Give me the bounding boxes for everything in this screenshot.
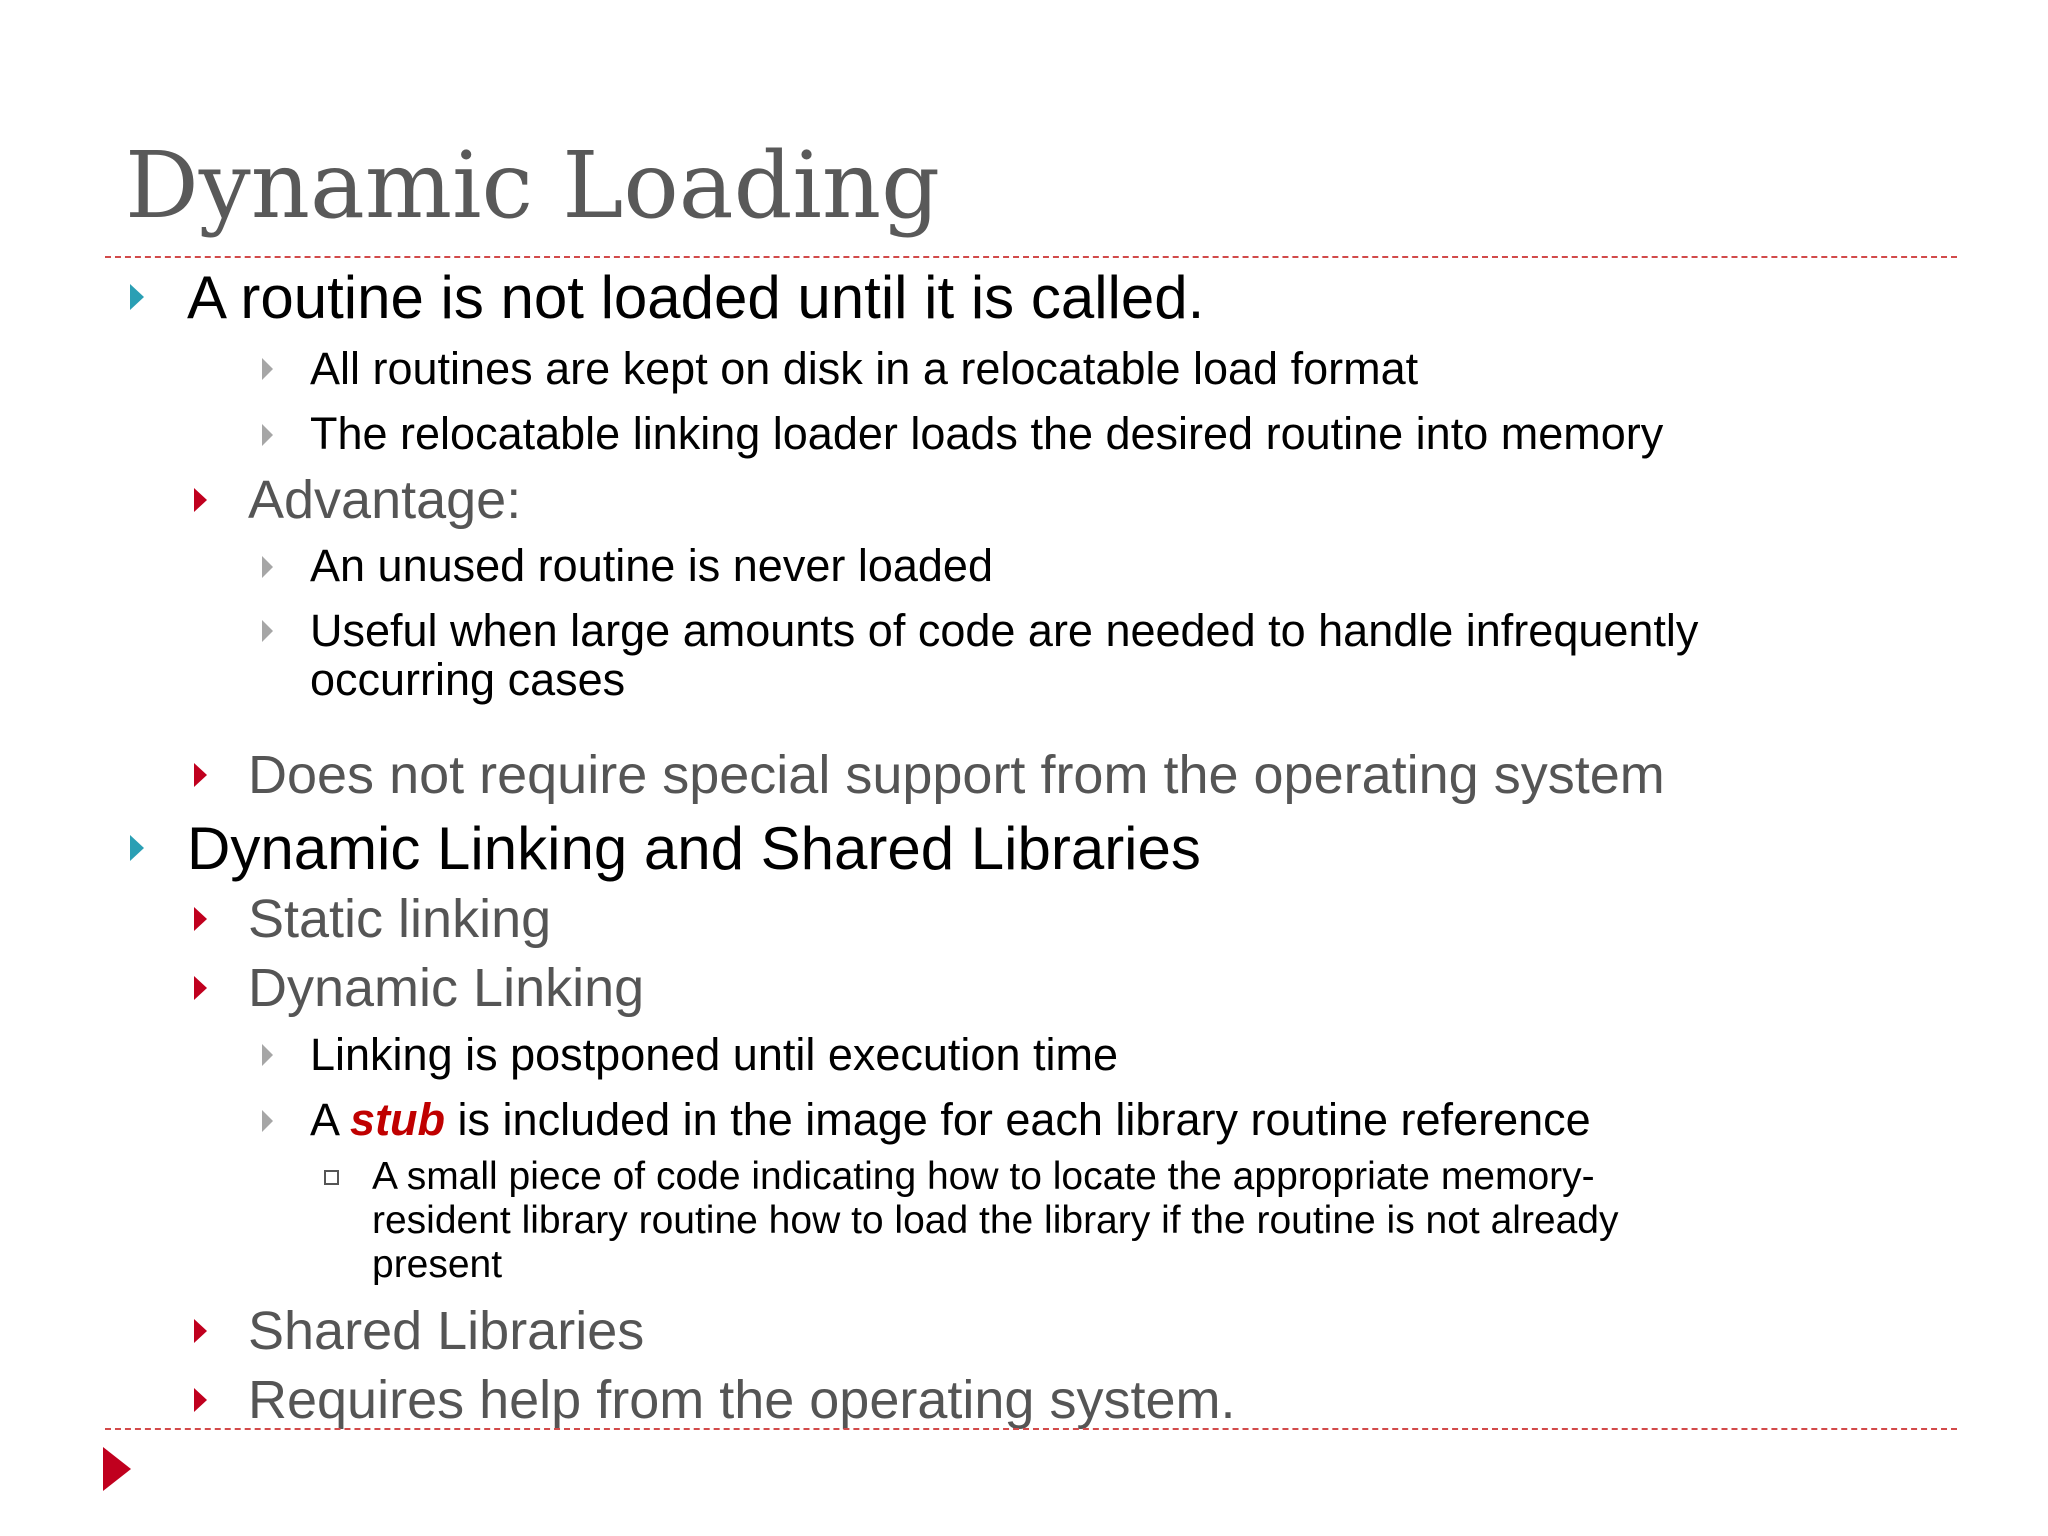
gray-arrow-bullet-icon [262, 424, 273, 446]
bullet-text-prefix: A [310, 1094, 351, 1145]
bullet-text: All routines are kept on disk in a relocatable load format [310, 343, 1419, 394]
red-arrow-bullet-icon [194, 488, 207, 512]
bullet-text: Advantage: [248, 470, 522, 530]
teal-arrow-bullet-icon [130, 835, 144, 861]
bullet-text-suffix: is included in the image for each library routine reference [445, 1094, 1591, 1145]
bullet-text: Static linking [248, 889, 552, 949]
teal-arrow-bullet-icon [130, 284, 144, 310]
bullet-text: Shared Libraries [248, 1301, 645, 1361]
slide-title: Dynamic Loading [125, 132, 941, 239]
red-arrow-bullet-icon [194, 976, 207, 1000]
bullet-text-continuation: present [372, 1243, 503, 1286]
bullet-text: Linking is postponed until execution time [310, 1029, 1119, 1080]
bullet-text: A routine is not loaded until it is called. [187, 264, 1205, 331]
red-arrow-bullet-icon [194, 1319, 207, 1343]
red-arrow-bullet-icon [194, 763, 207, 787]
stub-emphasis: stub [350, 1094, 446, 1145]
bullet-text: The relocatable linking loader loads the desired routine into memory [310, 408, 1664, 459]
bullet-text: A small piece of code indicating how to locate the appropriate memory- [372, 1155, 1595, 1198]
gray-arrow-bullet-icon [262, 556, 273, 578]
footer-divider [105, 1428, 1957, 1430]
gray-arrow-bullet-icon [262, 358, 273, 380]
corner-triangle-icon [103, 1447, 131, 1491]
bullet-text: Useful when large amounts of code are needed to handle infrequently [310, 605, 1699, 656]
bullet-text: Dynamic Linking and Shared Libraries [187, 815, 1201, 882]
bullet-text-continuation: occurring cases [310, 654, 626, 705]
bullet-text [310, 1094, 1591, 1146]
bullet-text: Does not require special support from the operating system [248, 745, 1665, 805]
red-arrow-bullet-icon [194, 1388, 207, 1412]
gray-arrow-bullet-icon [262, 1110, 273, 1132]
bullet-text: Requires help from the operating system. [248, 1370, 1236, 1430]
red-arrow-bullet-icon [194, 907, 207, 931]
square-bullet-icon [324, 1170, 339, 1185]
gray-arrow-bullet-icon [262, 620, 273, 642]
title-divider [105, 256, 1957, 258]
bullet-text: Dynamic Linking [248, 958, 645, 1018]
bullet-text: An unused routine is never loaded [310, 540, 993, 591]
gray-arrow-bullet-icon [262, 1044, 273, 1066]
bullet-text-continuation: resident library routine how to load the library if the routine is not already [372, 1199, 1619, 1242]
